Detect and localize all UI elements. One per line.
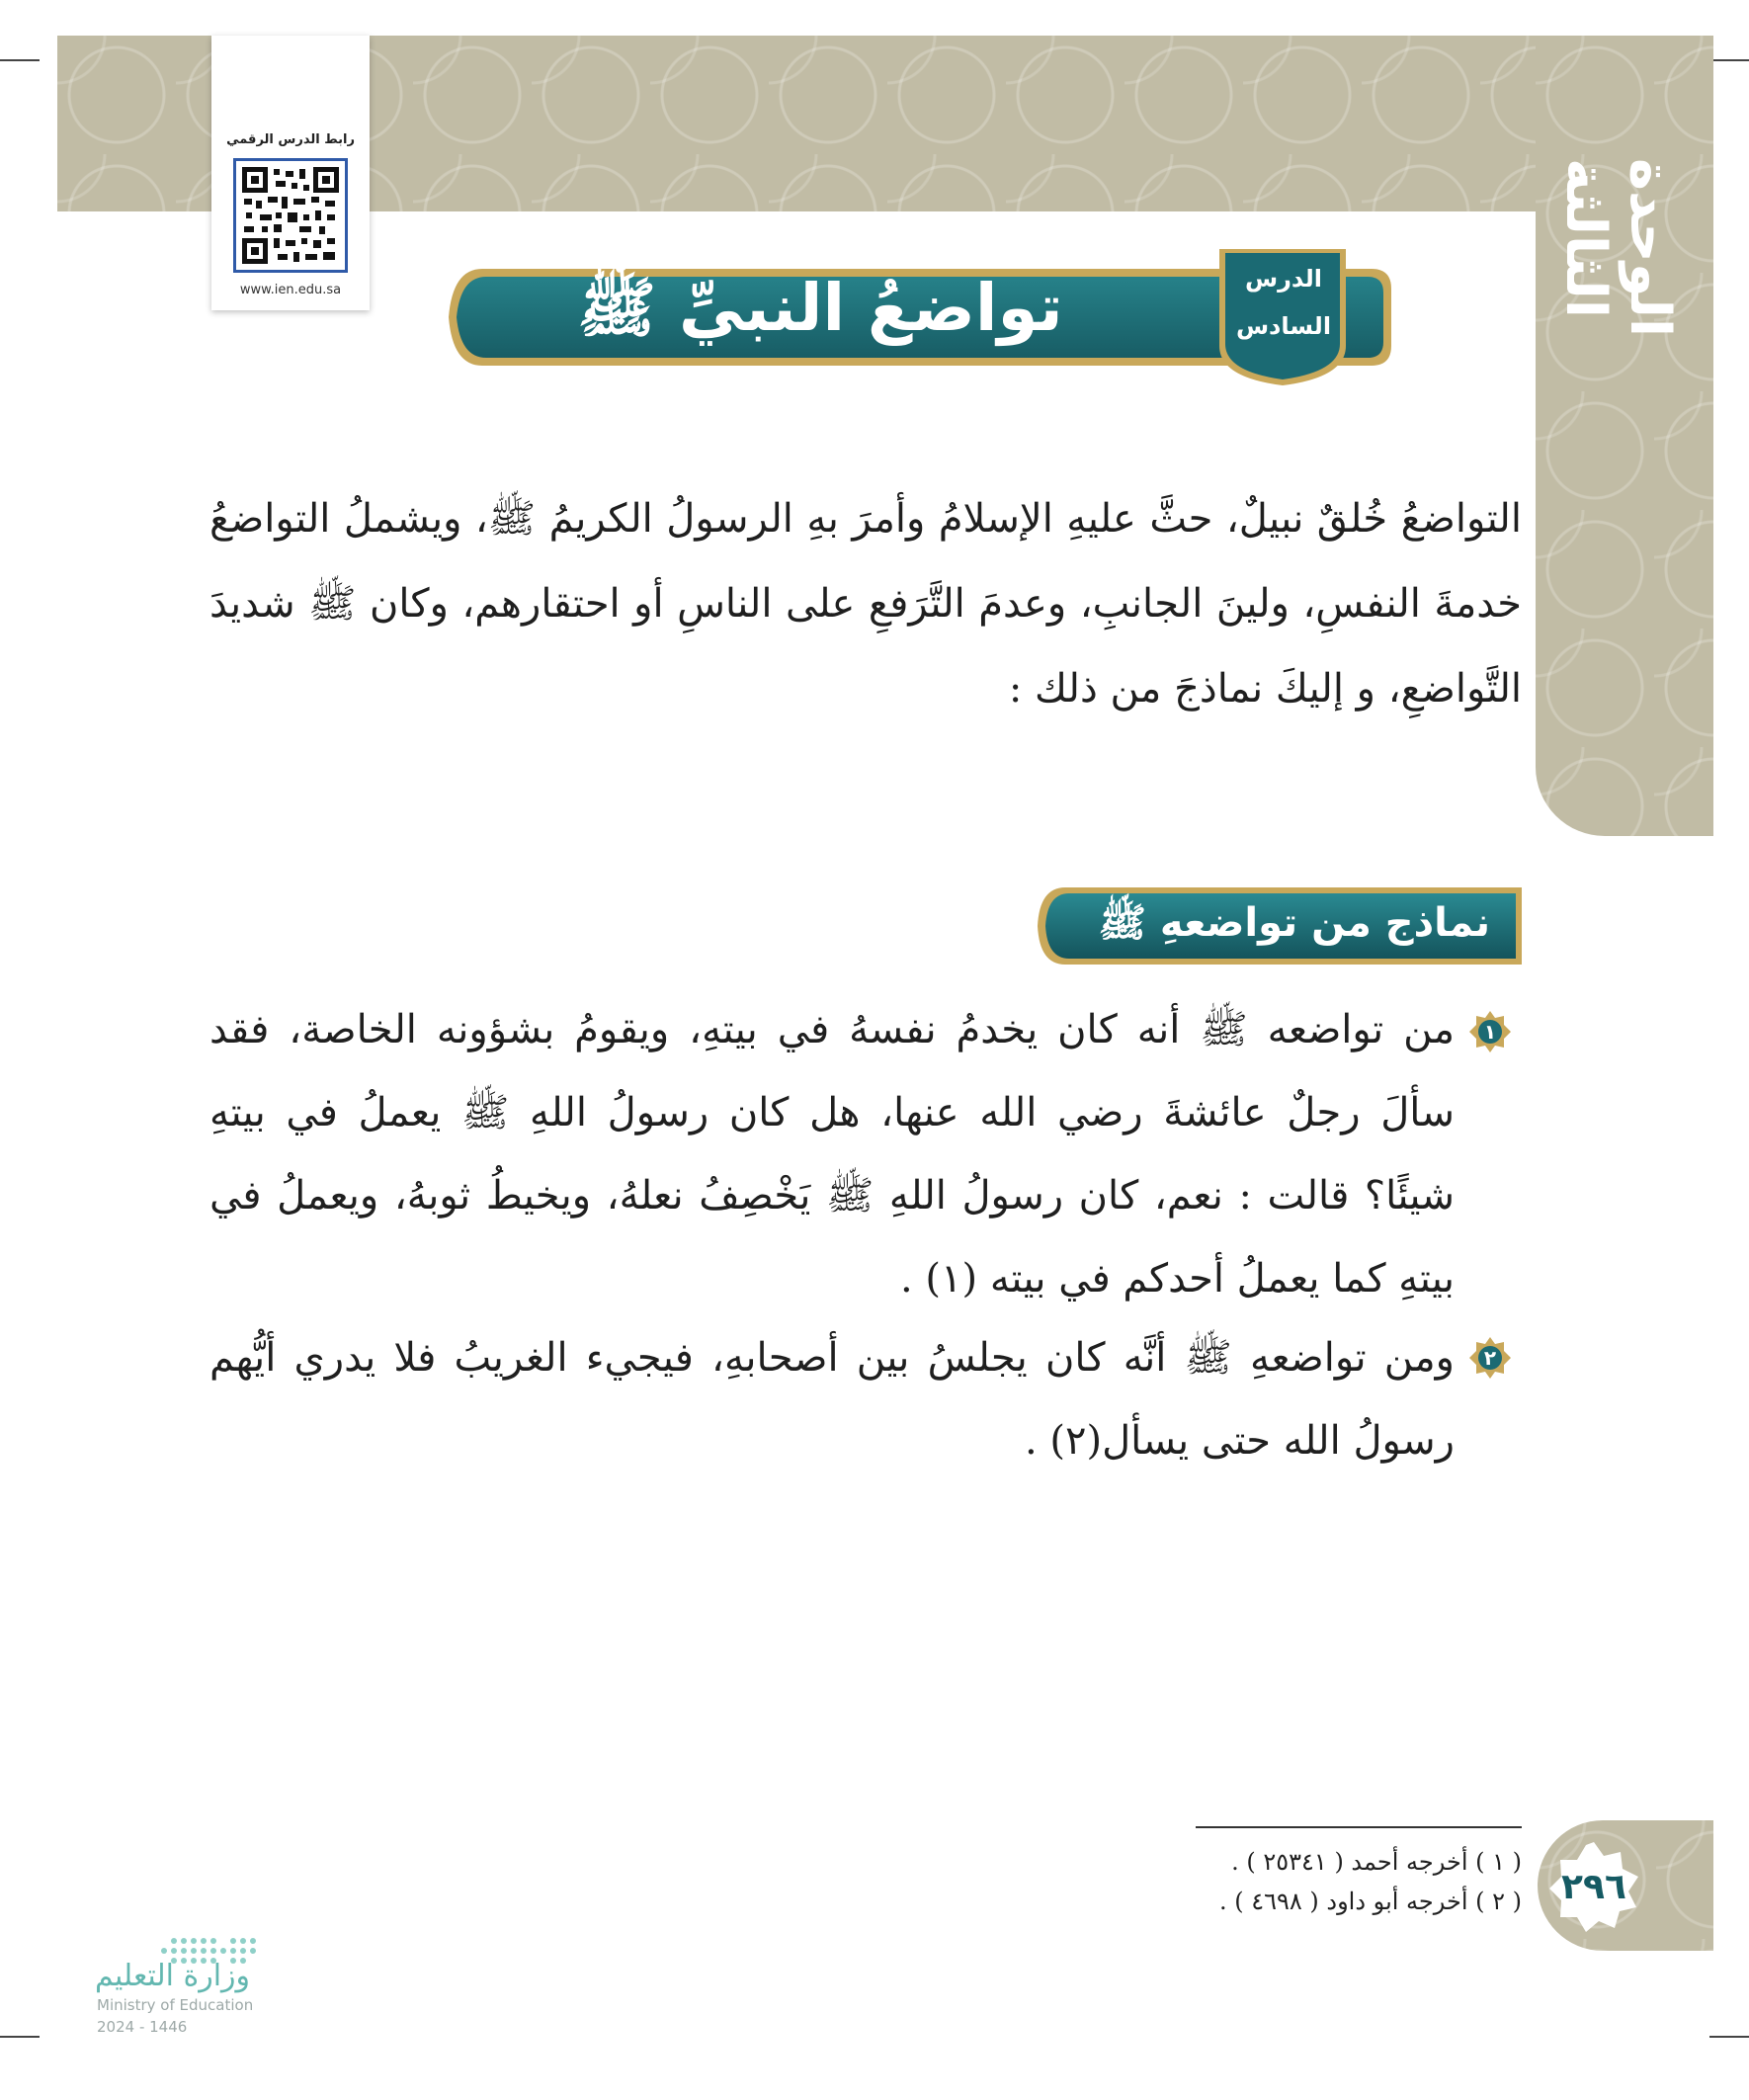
footnote-1: ( ١ ) أخرجه أحمد ( ٢٥٣٤١ ) .: [1231, 1848, 1522, 1876]
lesson-title: تواضعُ النبيِّ ﷺ: [577, 270, 1063, 346]
footnote-divider: [1196, 1826, 1522, 1828]
item-number-1: ١: [1483, 1020, 1497, 1044]
lesson-number-badge: [1219, 255, 1348, 350]
ministry-year: 2024 - 1446: [97, 2018, 188, 2036]
lesson-badge-line2: السادس: [1235, 312, 1332, 340]
example-item-2: ومن تواضعهِ ﷺ أنَّه كان يجلسُ بين أصحابهِ، فيجيء الغريبُ فلا يدري أيُّهم رسولُ الله حتى يسأل(٢) .: [209, 1335, 1455, 1464]
section-title: نماذج من تواضعهِ ﷺ: [1098, 899, 1490, 946]
footnote-2: ( ٢ ) أخرجه أبو داود ( ٤٦٩٨ ) .: [1218, 1888, 1522, 1915]
page-number: ٢٩٦: [1561, 1866, 1626, 1907]
ministry-name-ar: وزارة التعليم: [95, 1959, 251, 1993]
ministry-name-en: Ministry of Education: [97, 1996, 254, 2014]
digital-lesson-url[interactable]: www.ien.edu.sa: [239, 283, 342, 297]
footnotes: [1087, 1842, 1522, 1921]
lesson-badge-line1: الدرس: [1244, 265, 1323, 293]
example-item-1: من تواضعه ﷺ أنه كان يخدمُ نفسهُ في بيتهِ، ويقومُ بشؤونه الخاصة، فقد سألَ رجلٌ عائشةَ رضي الله عنها، هل كان رسولُ اللهِ ﷺ يعملُ في بيتهِ شيئًا؟ قالت : نعم، كان رسولُ اللهِ ﷺ يَخْصِفُ نعلهُ، ويخيطُ ثوبهُ، ويعملُ في بيتهِ كما يعملُ أحدكم في بيته (١) .: [209, 1007, 1455, 1302]
digital-lesson-label: رابط الدرس الرقمي: [226, 132, 355, 147]
digital-lesson-card[interactable]: [211, 36, 370, 310]
item-number-2: ٢: [1483, 1346, 1497, 1370]
qr-code-icon[interactable]: [233, 158, 348, 273]
intro-paragraph: التواضعُ خُلقٌ نبيلٌ، حثَّ عليهِ الإسلامُ وأمرَ بهِ الرسولُ الكريمُ ﷺ، ويشملُ التواضعُ خدمةَ النفسِ، ولينَ الجانبِ، وعدمَ التَّرَفعِ على الناسِ أو احتقارهم، وكان ﷺ شديدَ التَّواضعِ، و إليكَ نماذجَ من ذلك :: [209, 496, 1522, 712]
unit-title: الوحدة الثالثة: [1553, 158, 1682, 338]
